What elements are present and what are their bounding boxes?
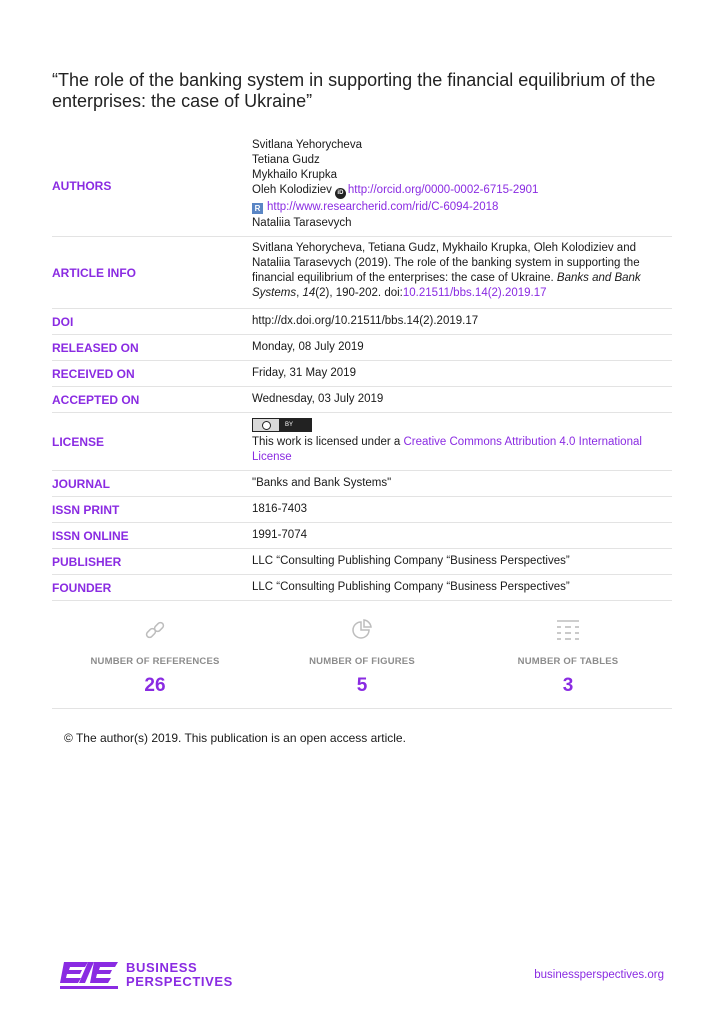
founder-row: [52, 575, 672, 601]
issn-print-value: 1816-7403: [252, 503, 307, 515]
journal-label: JOURNAL: [52, 476, 111, 491]
license-link[interactable]: Creative Commons Attribution 4.0 International License: [252, 436, 642, 463]
citation-text: Svitlana Yehorycheva, Tetiana Gudz, Mykhailo Krupka, Oleh Kolodiziev and Nataliia Tarasevych (2019). The role of the banking system in supporting the financial equilibrium of the enterprises: the case of Ukraine.: [252, 242, 640, 284]
article-info-label: ARTICLE INFO: [52, 265, 136, 280]
references-stat: [55, 618, 255, 697]
orcid-link[interactable]: http://orcid.org/0000-0002-6715-2901: [347, 184, 539, 196]
figures-count: 5: [356, 675, 368, 696]
publisher-label: PUBLISHER: [52, 554, 122, 569]
author-name: Oleh Kolodiziev: [252, 184, 332, 196]
citation-doi-link[interactable]: 10.21511/bbs.14(2).2019.17: [402, 287, 547, 299]
tables-stat: [468, 618, 668, 697]
publisher-value: LLC “Consulting Publishing Company “Business Perspectives”: [252, 555, 570, 567]
logo-text: [126, 961, 233, 989]
doi-label: DOI: [52, 314, 74, 329]
issn-print-label: ISSN PRINT: [52, 502, 120, 517]
author-name: Tetiana Gudz: [252, 154, 320, 166]
logo-line-2: PERSPECTIVES: [126, 974, 233, 989]
received-label: RECEIVED ON: [52, 366, 135, 381]
license-text: This work is licensed under a: [252, 436, 404, 448]
received-value: Friday, 31 May 2019: [252, 367, 356, 379]
page-title: “The role of the banking system in supporting the financial equilibrium of the enterprises: the case of Ukraine”: [52, 70, 656, 111]
license-value: [252, 413, 672, 470]
citation-volume: 14: [302, 287, 316, 299]
issn-online-label: ISSN ONLINE: [52, 528, 129, 543]
journal-row: [52, 471, 672, 497]
author-name: Svitlana Yehorycheva: [252, 139, 362, 151]
publisher-row: [52, 549, 672, 575]
tables-count: 3: [562, 675, 574, 696]
tables-label: NUMBER OF TABLES: [517, 656, 619, 667]
citation-text: ,: [296, 287, 303, 299]
received-row: [52, 361, 672, 387]
issn-online-value: 1991-7074: [252, 529, 307, 541]
logo-line-1: BUSINESS: [126, 960, 198, 975]
publisher-logo[interactable]: [58, 958, 233, 992]
link-icon: [143, 618, 167, 642]
metadata-table: [52, 136, 672, 601]
figures-label: NUMBER OF FIGURES: [309, 656, 415, 667]
license-row: [52, 413, 672, 471]
article-info-value: [252, 237, 672, 308]
journal-value: "Banks and Bank Systems": [252, 477, 392, 489]
accepted-value: Wednesday, 03 July 2019: [252, 393, 384, 405]
authors-value: [252, 136, 672, 236]
founder-value: LLC “Consulting Publishing Company “Business Perspectives”: [252, 581, 570, 593]
citation-text: (2), 190-202. doi:: [315, 287, 403, 299]
pie-chart-icon: [350, 618, 374, 642]
references-label: NUMBER OF REFERENCES: [90, 656, 220, 667]
founder-label: FOUNDER: [52, 580, 112, 595]
article-stats: [52, 618, 672, 709]
cc-icon: [253, 419, 279, 431]
figures-stat: [262, 618, 462, 697]
references-count: 26: [144, 675, 166, 696]
released-value: Monday, 08 July 2019: [252, 341, 364, 353]
doi-row: [52, 309, 672, 335]
business-perspectives-logo-icon: [58, 958, 120, 992]
citation-journal: Banks and Bank Systems: [252, 272, 641, 299]
table-icon: [555, 618, 581, 642]
authors-label: AUTHORS: [52, 179, 112, 193]
article-info-row: [52, 237, 672, 309]
copyright-notice: © The author(s) 2019. This publication is an open access article.: [64, 731, 406, 745]
released-row: [52, 335, 672, 361]
author-name: Nataliia Tarasevych: [252, 217, 352, 229]
license-label: LICENSE: [52, 434, 105, 449]
accepted-label: ACCEPTED ON: [52, 392, 140, 407]
authors-row: [52, 136, 672, 237]
author-orcid-line: [252, 183, 672, 199]
author-researcherid-line: [252, 200, 672, 215]
cc-by-text: BY: [285, 421, 294, 428]
website-link[interactable]: businessperspectives.org: [534, 969, 664, 981]
cc-by-badge[interactable]: [252, 418, 312, 432]
orcid-icon: iD: [335, 188, 346, 199]
researcherid-link[interactable]: http://www.researcherid.com/rid/C-6094-2018: [267, 201, 499, 213]
accepted-row: [52, 387, 672, 413]
doi-value[interactable]: http://dx.doi.org/10.21511/bbs.14(2).2019.17: [252, 315, 479, 327]
issn-print-row: [52, 497, 672, 523]
issn-online-row: [52, 523, 672, 549]
author-name: Mykhailo Krupka: [252, 169, 338, 181]
researcherid-icon: R: [252, 203, 263, 214]
released-label: RELEASED ON: [52, 340, 139, 355]
